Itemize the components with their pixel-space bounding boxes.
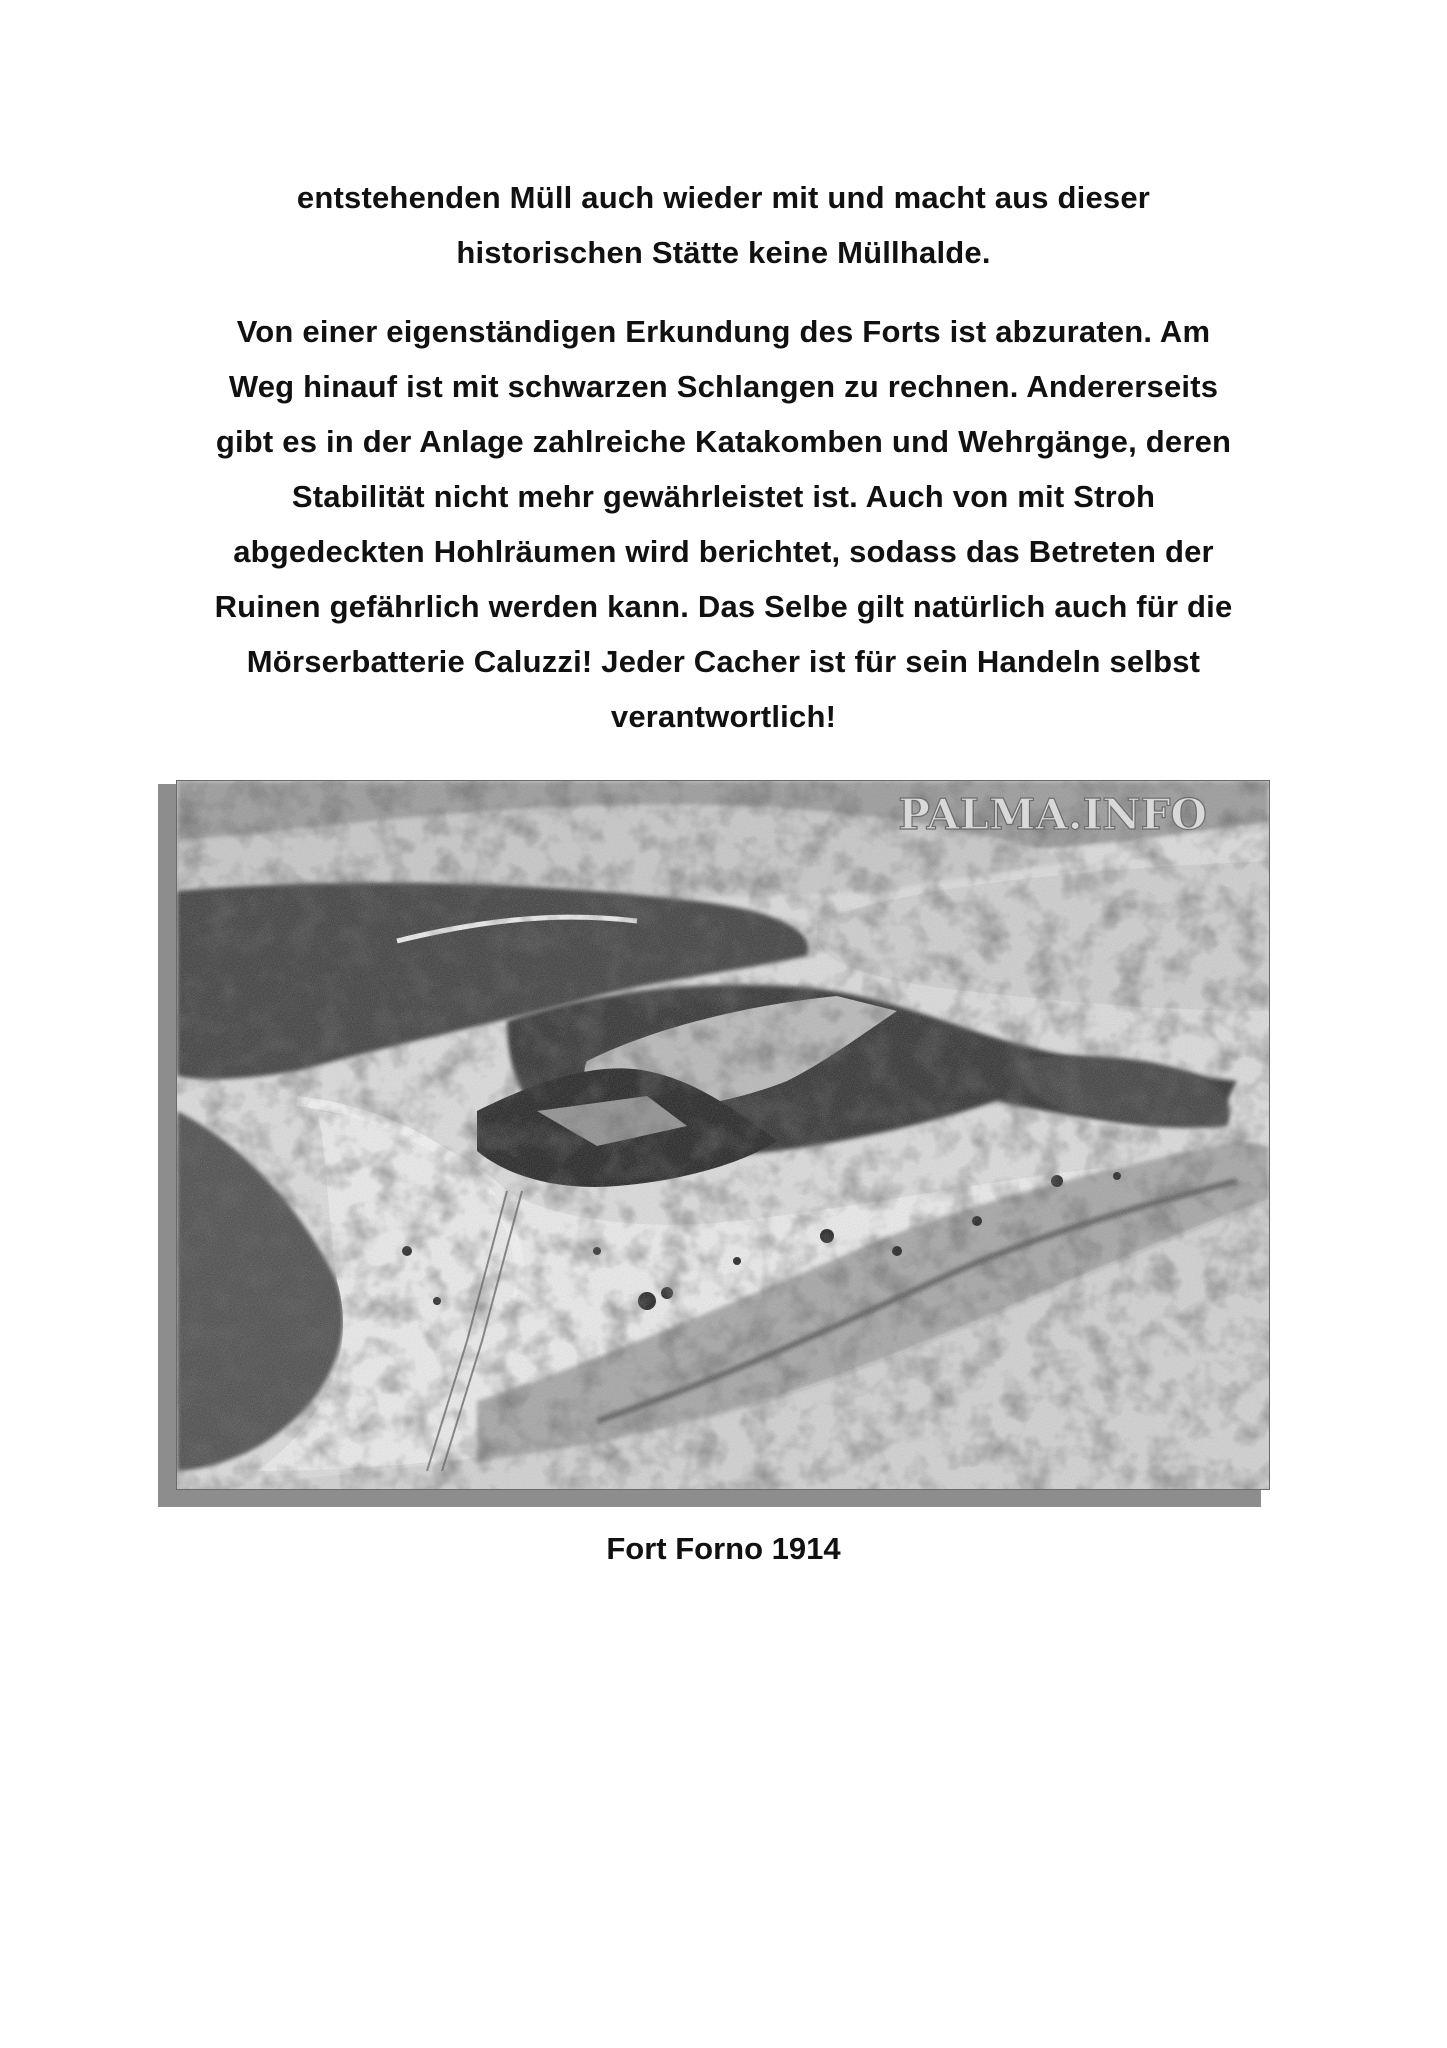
photo-caption: Fort Forno 1914 bbox=[606, 1531, 841, 1566]
text-line: Ruinen gefährlich werden kann. Das Selbe gilt natürlich auch für die bbox=[214, 589, 1233, 624]
paragraph-waste bbox=[160, 170, 1287, 280]
text-line: verantwortlich! bbox=[610, 699, 837, 734]
text-line: Stabilität nicht mehr gewährleistet ist. Auch von mit Stroh bbox=[291, 479, 1156, 514]
text-line: Weg hinauf ist mit schwarzen Schlangen zu rechnen. Andererseits bbox=[228, 369, 1219, 404]
text-line: abgedeckten Hohlräumen wird berichtet, sodass das Betreten der bbox=[233, 534, 1214, 569]
text-line: entstehenden Müll auch wieder mit und macht aus dieser bbox=[296, 180, 1151, 215]
text-line: gibt es in der Anlage zahlreiche Katakomben und Wehrgänge, deren bbox=[215, 424, 1232, 459]
aerial-photo-illustration bbox=[177, 781, 1269, 1489]
photo-watermark: PALMA.INFO bbox=[898, 790, 1207, 839]
text-line: historischen Stätte keine Müllhalde. bbox=[456, 235, 991, 270]
paragraph-warning bbox=[160, 304, 1287, 744]
aerial-photo-fort bbox=[176, 780, 1270, 1490]
text-line: Mörserbatterie Caluzzi! Jeder Cacher ist für sein Handeln selbst bbox=[246, 644, 1201, 679]
text-line: Von einer eigenständigen Erkundung des Forts ist abzuraten. Am bbox=[236, 314, 1211, 349]
photo-figure bbox=[158, 780, 1261, 1507]
